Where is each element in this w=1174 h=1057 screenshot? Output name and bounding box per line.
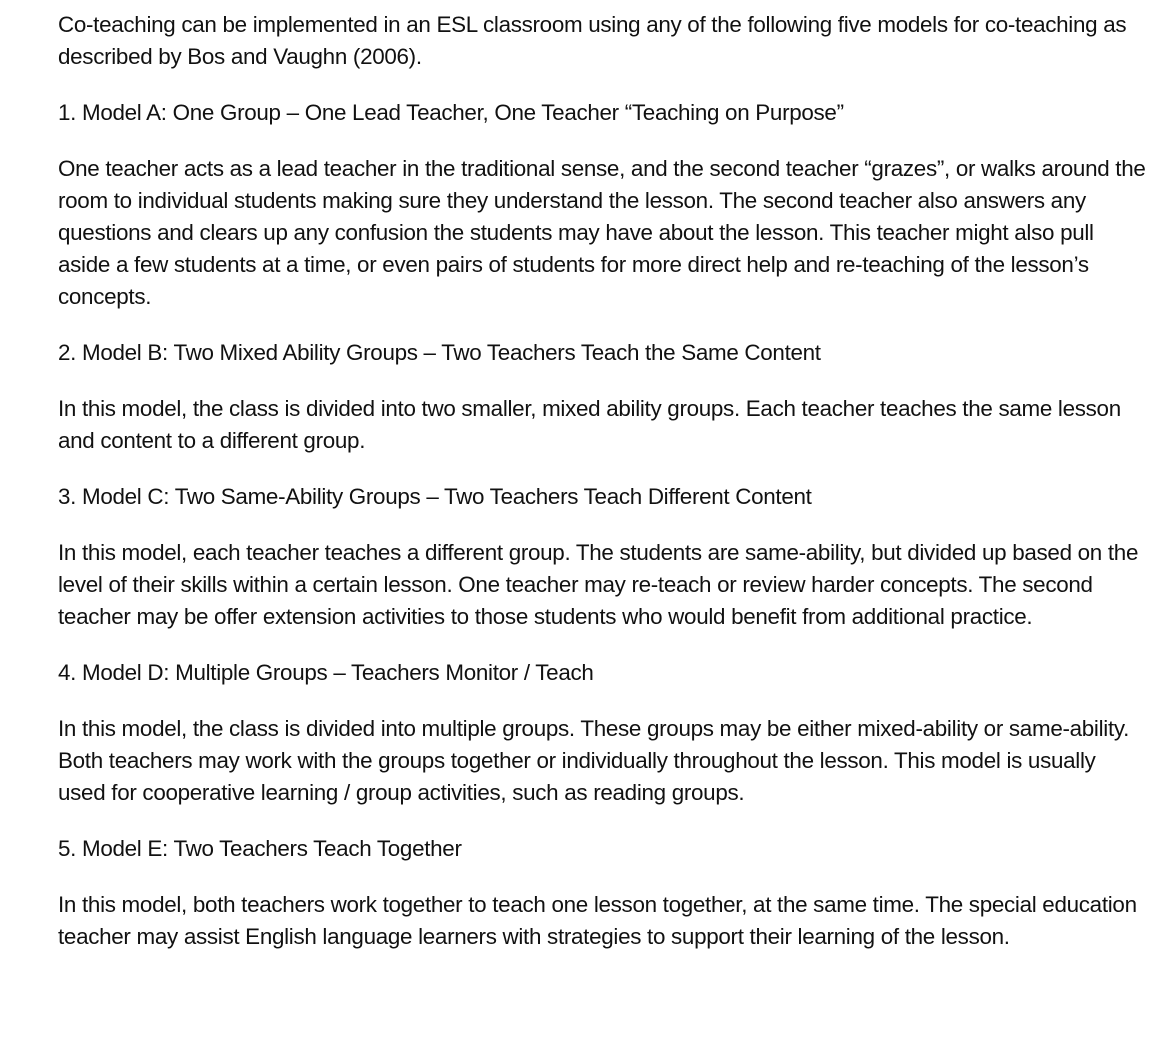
model-c-description: In this model, each teacher teaches a different group. The students are same-ability, but divided up based on the level of their skills within a certain lesson. One teacher may re-teach or review harder concepts. The second teacher may be offer extension activities to those students who would benefit from additional practice. <box>58 540 1139 629</box>
model-c-heading: 3. Model C: Two Same-Ability Groups – Two Teachers Teach Different Content <box>58 484 812 509</box>
intro-paragraph: Co-teaching can be implemented in an ESL classroom using any of the following five models for co-teaching as described by Bos and Vaughn (2006). <box>58 12 1127 69</box>
model-b-heading: 2. Model B: Two Mixed Ability Groups – Two Teachers Teach the Same Content <box>58 340 821 365</box>
document-body <box>58 9 1148 977</box>
model-b-description: In this model, the class is divided into two smaller, mixed ability groups. Each teacher teaches the same lesson and content to a different group. <box>58 396 1121 453</box>
model-e-heading: 5. Model E: Two Teachers Teach Together <box>58 836 462 861</box>
model-a-description: One teacher acts as a lead teacher in the traditional sense, and the second teacher “grazes”, or walks around the room to individual students making sure they understand the lesson. The second teacher also answers any questions and clears up any confusion the students may have about the lesson. This teacher might also pull aside a few students at a time, or even pairs of students for more direct help and re-teaching of the lesson’s concepts. <box>58 156 1146 309</box>
model-d-heading: 4. Model D: Multiple Groups – Teachers Monitor / Teach <box>58 660 594 685</box>
model-a-heading: 1. Model A: One Group – One Lead Teacher, One Teacher “Teaching on Purpose” <box>58 100 844 125</box>
model-e-description: In this model, both teachers work together to teach one lesson together, at the same time. The special education teacher may assist English language learners with strategies to support their learning of the lesson. <box>58 892 1137 949</box>
model-d-description: In this model, the class is divided into multiple groups. These groups may be either mixed-ability or same-ability. Both teachers may work with the groups together or individually throughout the lesson. This model is usually used for cooperative learning / group activities, such as reading groups. <box>58 716 1130 805</box>
